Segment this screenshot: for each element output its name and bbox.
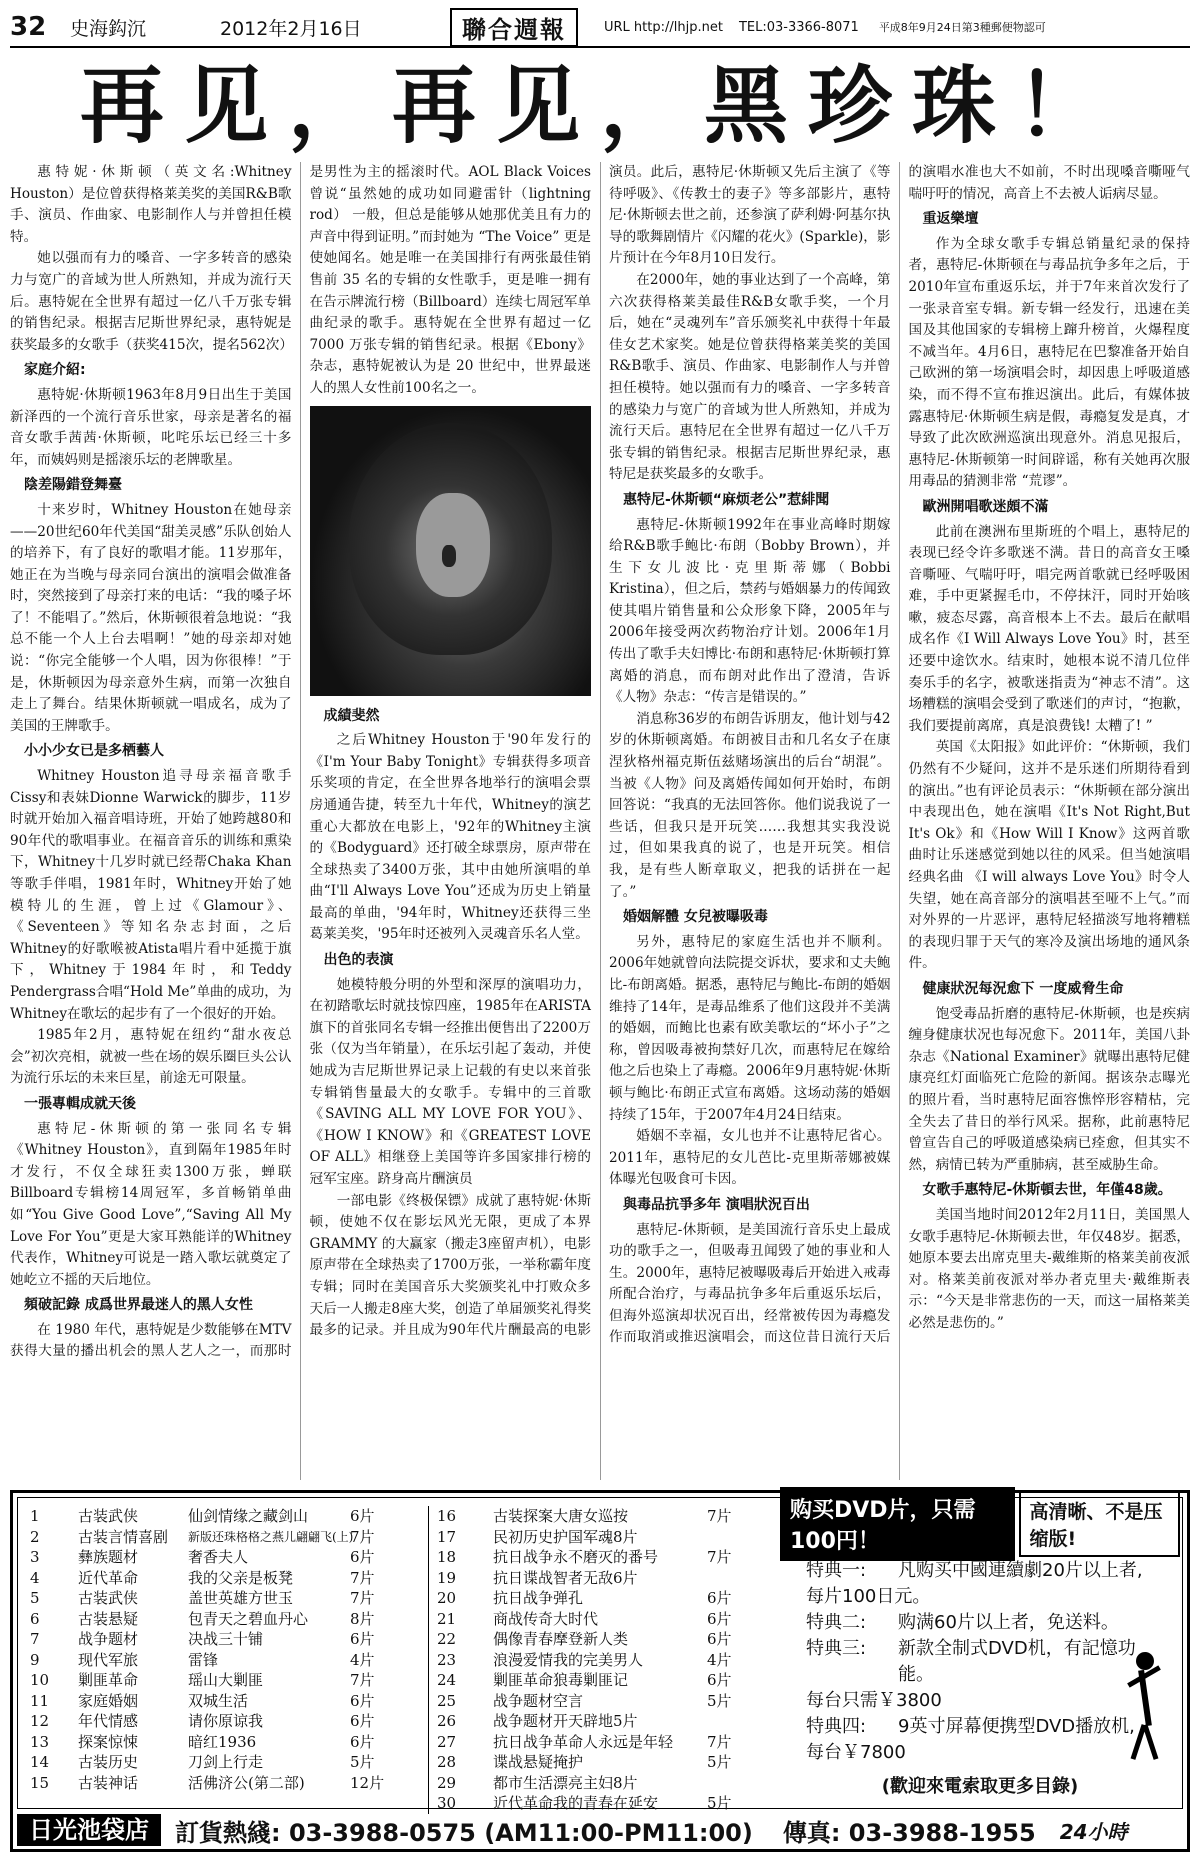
- ad-inner-frame: [17, 1497, 1183, 1812]
- issue-date: 2012年2月16日: [220, 17, 362, 40]
- paragraph: 饱受毒品折磨的惠特尼-休斯顿，也是疾病缠身健康状况也每况愈下。2011年，美国八卦杂志《National Examiner》就曝出惠特尼健康亮红灯面临死亡危险的新闻。据该杂志曝光的照片看，当时惠特尼面容憔悴形容精枯，完全失去了昔日的举行风采。据称，此前惠特尼曾宣告自己的呼吸道感染病已痊愈，但其实不然，病情已转为严重肺病，甚至威胁生命。: [908, 1005, 1190, 1173]
- dancing-figure-icon: [1124, 1652, 1164, 1762]
- subheading: 一張專輯成就天後: [24, 1095, 136, 1112]
- promo-subtitle: 高清晰、不是压缩版!: [1019, 1491, 1180, 1557]
- list-item: 9 现代军旅 雷锋 4片: [30, 1650, 375, 1669]
- subheading: 女歌手惠特尼-休斯頓去世，年僅48歲。: [922, 1182, 1172, 1199]
- postal-permit: 平成8年9月24日第3種郵便物認可: [878, 21, 1046, 34]
- newspaper-url[interactable]: URL http://lhjp.net: [604, 19, 723, 35]
- paragraph: 惠特尼-休斯顿，是美国流行音乐史上最成功的歌手之一，但吸毒丑闻毁了她的事业和人生。2000年，惠特尼被曝吸毒后开始进入戒毒所配合治疗，与毒品抗争多年后重返乐坛后，但海外巡演却状况百出，经常被传因为毒瘾发作而取消或推迟演唱会，而这位昔日流行天后的演唱水准也大不如前，不时出现嗓音嘶哑气喘吁吁的情况，高音上不去被人诟病尽显。: [609, 164, 1190, 1346]
- list-item: 25 战争题材空言 5片: [437, 1691, 732, 1710]
- subheading: 惠特尼-休斯顿“麻烦老公”惹緋聞: [623, 491, 830, 508]
- offer-list: [780, 1558, 1180, 1766]
- list-item: 10 剿匪革命 瑶山大剿匪 7片: [30, 1671, 375, 1689]
- list-item: 3 彝族题材 奢香夫人 6片: [30, 1548, 375, 1566]
- subheading: 與毒品抗爭多年 演唱狀況百出: [623, 1196, 810, 1213]
- list-item: 4 近代革命 我的父亲是板凳 7片: [30, 1568, 375, 1587]
- list-item: 16 古装探案大唐女巡按 7片: [437, 1507, 732, 1525]
- offer-price: 每台只需￥3800: [806, 1690, 942, 1711]
- store-name: 日光池袋店: [17, 1814, 161, 1846]
- subheading: 陰差陽錯登舞臺: [24, 477, 122, 494]
- page-header: [10, 8, 1190, 48]
- paragraph: 消息称36岁的布朗告诉朋友，他计划与42岁的休斯顿离婚。布朗被目击和几名女子在康涅狄格州福克斯伍兹赌场演出的后台“胡混”。当被《人物》问及离婚传闻如何开始时，布朗回答说：“我真的无法回答你。他们说我说了一些话，但我只是开玩笑……我想其实我没说过，但如果我真的说了，也是开玩笑。相信我，是有些人断章取义，把我的话拼在一起了。”: [609, 710, 891, 900]
- paragraph: 惠特尼-休斯顿1992年在事业高峰时期嫁给R&B歌手鲍比·布朗（Bobby Brown），并生下女儿波比·克里斯蒂娜（Bobbi Kristina），但之后，禁药与婚姻暴力的传闻致使其唱片销售量和公众形象下降，2005年与 2006年接受两次药物治疗计划。2006年1月传出了歌手夫妇博比·布朗和惠特尼·休斯顿打算离婚的消息，而布朗对此作出了澄清，告诉《人物》杂志：“传言是错误的。”: [609, 516, 891, 706]
- subheading: 歐洲開唱歌迷頗不滿: [922, 498, 1049, 515]
- paragraph: 作为全球女歌手专辑总销量纪录的保持者，惠特尼-休斯顿在与毒品抗争多年之后，于2010年宣布重返乐坛，并于7年来首次发行了一张录音室专辑。新专辑一经发行，迅速在美国及其他国家的专辑榜上蹿升榜首，火爆程度不减当年。4月6日，惠特尼在巴黎准备开始自己欧洲的第一场演唱会时，却因患上呼吸道感染，而不得不宣布推迟演出。此后，有媒体披露惠特尼·休斯顿生病是假，毒瘾复发是真，才导致了此次欧洲巡演出现意外。消息见报后，惠特尼-休斯顿第一时间辟谣，称有关她再次服用毒品的猜测非常 “荒谬”。: [908, 235, 1190, 490]
- paragraph: 十来岁时，Whitney Houston在她母亲——20世纪60年代美国“甜美灵感”乐队创始人的培养下，有了良好的歌唱才能。11岁那年，她正在为当晚与母亲同台演出的演唱会做准备时，突然接到了母亲打来的电话：“我的嗓子坏了！不能唱了。”然后，休斯顿很着急地说：“我总不能一个人上台去唱啊！”她的母亲却对她说：“你完全能够一个人唱，因为你很棒！”于是，休斯顿因为母亲意外生病，而第一次独自走上了舞台。结果休斯顿就一唱成名，成为了美国的王牌歌手。: [10, 501, 292, 734]
- list-item: 23 浪漫爱情我的完美男人 4片: [437, 1650, 732, 1669]
- newspaper-tel: TEL:03-3366-8071: [738, 19, 859, 35]
- order-hotline: 訂貨熱綫: 03-3988-0575 (AM11:00-PM11:00): [175, 1818, 753, 1847]
- list-item: 30 近代革命我的青春在延安 5片: [437, 1794, 732, 1812]
- photo-face: [416, 493, 489, 597]
- list-item: 12 年代情感 请你原谅我 6片: [30, 1712, 375, 1730]
- subheading: 成績斐然: [323, 707, 380, 724]
- paragraph: 惠特妮·休斯顿（英文名:Whitney Houston）是位曾获得格莱美奖的美国R&B歌手、演员、作曲家、电影制作人与并曾担任模特。: [10, 164, 292, 245]
- list-item: 2 古装言情喜剧 新版还珠格格之燕儿翩翩飞(上) 7片: [30, 1527, 375, 1546]
- dvd-advertisement: [10, 1490, 1190, 1852]
- dvd-list-right: [428, 1506, 768, 1814]
- store-contact-bar: [17, 1813, 1183, 1847]
- subheading: 出色的表演: [323, 952, 394, 969]
- offer-item: 特典四: 9英寸屏幕便携型DVD播放机,: [806, 1716, 1135, 1737]
- paragraph: 在2000年，她的事业达到了一个高峰，第六次获得格莱美最佳R&B女歌手奖，一个月后，她在“灵魂列车”音乐颁奖礼中获得十年最佳女艺术家奖。她是位曾获得格莱美奖的美国R&B歌手、演员、作曲家、电影制作人与并曾担任模特。她以强而有力的嗓音、一字多转音的感染力与宽广的音域为世人所熟知，并成为流行天后。惠特尼在全世界有超过一亿八千万张专辑的销售纪录。根据吉尼斯世界纪录，惠特尼是获奖最多的女歌手。: [609, 271, 891, 483]
- list-item: 11 家庭婚姻 双城生活 6片: [30, 1691, 375, 1710]
- subheading: 重返樂壇: [922, 211, 979, 228]
- offer-price: 每台￥7800: [806, 1742, 906, 1763]
- subheading: 小小少女已是多栖藝人: [24, 743, 164, 760]
- subheading: 健康狀況每況愈下 一度威脅生命: [922, 980, 1124, 997]
- list-item: 27 抗日战争革命人永远是年轻 7片: [437, 1732, 732, 1751]
- fax-number: 傳真: 03-3988-1955: [782, 1818, 1036, 1847]
- subheading: 家庭介紹:: [24, 362, 86, 379]
- subheading: 婚姻解體 女兒被曝吸毒: [623, 909, 768, 926]
- promo-title: 购买DVD片，只需100円！: [780, 1487, 1015, 1561]
- singer-photo: [310, 406, 592, 696]
- list-item: 1 古装武侠 仙剑情缘之藏剑山 6片: [30, 1507, 375, 1525]
- list-item: 7 战争题材 决战三十铺 6片: [30, 1630, 375, 1648]
- article-body: [10, 162, 1190, 1480]
- microphone-icon: [442, 545, 456, 567]
- paragraph: 她模特般分明的外型和深厚的演唱功力，在初踏歌坛时就技惊四座，1985年在ARISTA旗下的首张同名专辑一经推出便售出了2200万张（仅为当年销量），在乐坛引起了轰动，并使她成为吉尼斯世界记录上记载的有史以来首张专辑销售量最大的女歌手。专辑中的三首歌《SAVING ALL MY LOVE FOR YOU》、《HOW I KNOW》和《GREATEST LOVE OF ALL》相继登上美国等许多国家排行榜的冠军宝座。跻身高片酬演员: [309, 976, 591, 1187]
- dvd-list-left: [30, 1506, 410, 1793]
- paragraph: Whitney Houston追寻母亲福音歌手Cissy和表妹Dionne Warwick的脚步，11岁时就开始加入福音唱诗班，开始了她跨越80和90年代的歌唱事业。在福音音乐的训练和熏染下，Whitney十几岁时就已经帮Chaka Khan等歌手伴唱，1981年时，Whitney开始了她模特儿的生涯，曾上过《Glamour》、《Seventeen》等知名杂志封面，之后Whitney的好歌喉被Atista唱片看中延揽于旗下，Whitney于1984年时，和Teddy Pendergrass合唱“Hold Me”单曲的成功，为Whitney在歌坛的起步有了一个很好的开始。: [10, 768, 292, 1022]
- headline: 再见，再见，黑珍珠！: [79, 57, 1120, 155]
- list-item: 17 民初历史护国军魂8片: [437, 1527, 638, 1546]
- offer-item: 特典一: 凡购买中國連續劇20片以上者,: [806, 1560, 1143, 1581]
- list-item: 21 商战传奇大时代 6片: [437, 1609, 732, 1628]
- catalog-note: (歡迎來電索取更多目錄): [881, 1776, 1079, 1797]
- offer-price: 每片100日元。: [806, 1586, 931, 1607]
- paragraph: 惠特尼-休斯顿的第一张同名专辑《Whitney Houston》，直到隔年1985年时才发行，不仅全球狂卖1300万张，蝉联Billboard专辑榜14周冠军，多首畅销单曲如“You Give Good Love”,“Saving All My Love For You”更是大家耳熟能详的Whitney代表作，Whitney可说是一踏入歌坛就奠定了她屹立不摇的天后地位。: [10, 1120, 292, 1288]
- paragraph: 另外，惠特尼的家庭生活也并不顺利。2006年她就曾向法院提交诉状，要求和丈夫鲍比-布朗离婚。据悉，惠特尼与鲍比-布朗的婚姻维持了14年，是毒品维系了他们这段并不美满的婚姻，而鲍比也素有欧美歌坛的“坏小子”之称，曾因吸毒被拘禁好几次，而惠特尼在嫁给他之后也染上了毒瘾。2006年9月惠特妮·休斯顿与鲍比·布朗正式宣布离婚。这场动荡的婚姻持续了15年，于2007年4月24日结束。: [609, 933, 891, 1123]
- list-item: 14 古装历史 刀剑上行走 5片: [30, 1753, 375, 1771]
- list-item: 24 剿匪革命狼毒剿匪记 6片: [437, 1671, 732, 1689]
- list-item: 29 都市生活漂亮主妇8片: [437, 1773, 638, 1792]
- list-item: 20 抗日战争弹孔 6片: [437, 1589, 732, 1607]
- section-name: 史海鈎沉: [70, 17, 147, 40]
- list-item: 22 偶像青春摩登新人类 6片: [437, 1630, 732, 1648]
- list-item: 18 抗日战争永不磨灭的番号 7片: [437, 1548, 732, 1566]
- paragraph: 1985年2月，惠特妮在纽约“甜水夜总会”初次亮相，就被一些在场的娱乐圈巨头公认为流行乐坛的未来巨星，前途无可限量。: [10, 1027, 292, 1087]
- dvd-promo-box: [780, 1498, 1180, 1806]
- paragraph: 此前在澳洲布里斯班的个唱上，惠特尼的表现已经令许多歌迷不满。昔日的高音女王嗓音嘶哑、气喘吁吁，唱完两首歌就已经呼吸困难，手中更紧握毛巾，不停抹汗，同时开始咳嗽，疲态尽露，高音根本上不去。最后在献唱成名作《I Will Always Love You》时，甚至还要中途饮水。结束时，她根本说不清几位伴奏乐手的名字，被歌迷指责为“神志不清”。这场糟糕的演唱会受到了歌迷们的声讨，“抱歉，我们要提前离席，真是浪费钱! 太糟了! ”: [908, 523, 1190, 734]
- paragraph: 之后Whitney Houston于'90年发行的《I'm Your Baby Tonight》专辑获得多项音乐奖项的肯定，在全世界各地举行的演唱会票房通通告捷，转至九十年代，Whitney的演艺重心大都放在电影上，'92年的Whitney主演的《Bodyguard》还打破全球票房，原声带在全球热卖了3400万张，其中由她所演唱的单曲“I'll Always Love You”还成为历史上销量最高的单曲，'94年时，Whitney还获得三坐葛莱美奖，'95年时还被列入灵魂音乐名人堂。: [309, 732, 591, 943]
- paragraph: 美国当地时间2012年2月11日，美国黑人女歌手惠特尼-休斯顿去世，年仅48岁。据悉，她原本要去出席克里夫-戴维斯的格莱美前夜派对。格莱美前夜派对举办者克里夫·戴维斯表示：“今天是非常悲伤的一天，而这一届格莱美必然是悲伤的。”: [908, 1206, 1190, 1331]
- newspaper-logo: 聯合週報: [450, 8, 578, 47]
- list-item: 26 战争题材开天辟地5片: [437, 1712, 638, 1730]
- list-item: 19 抗日谍战智者无敌6片: [437, 1568, 638, 1587]
- paragraph: 英国《太阳报》如此评价：“休斯顿，我们仍然有不少疑问，这并不是乐迷们所期待看到的演出。”也有评论员表示：“休斯顿在部分演出中表现出色，她在演唱《It's Not Right,But It's Ok》和《How Will I Know》这两首歌曲时让乐迷感觉到她以往的风采。但当她演唱经典名曲 《I will always Love You》时令人失望，她在高音部分的演唱甚至哑不上气。”而对外界的一片恶评，惠特尼轻描淡写地将糟糕的表现归罪于天气的寒冷及演出场地的通风条件。: [908, 739, 1190, 972]
- list-item: 5 古装武侠 盖世英雄方世玉 7片: [30, 1589, 375, 1607]
- paragraph: 她以强而有力的嗓音、一字多转音的感染力与宽广的音域为世人所熟知，并成为流行天后。惠特妮在全世界有超过一亿八千万张专辑的销售纪录。根据吉尼斯世界纪录，惠特妮是获奖最多的女歌手（获奖415次，提名562次）: [10, 250, 293, 353]
- subheading: 頻破記錄 成爲世界最迷人的黑人女性: [24, 1297, 253, 1314]
- promo-header: [780, 1498, 1180, 1554]
- open-24h: 24小時: [1059, 1819, 1128, 1844]
- page-number: 32: [10, 12, 47, 42]
- offer-item: 特典三: 新款全制式DVD机，有記憶功能。: [806, 1638, 1136, 1685]
- list-item: 13 探案惊悚 暗红1936 6片: [30, 1732, 375, 1751]
- offer-item: 特典二: 购满60片以上者，免送料。: [806, 1612, 1119, 1633]
- paragraph: 在 1980 年代，惠特妮是少数能够在MTV 获得大量的播出机会的黑人艺人之一，而那时是男性为主的摇滚时代。AOL Black Voices 曾说“虽然她的成功如同避雷针（lightning rod） 一般，但总是能够从她那优美且有力的声音中得到证明。”而封她为 “The Voice” 更是使她闻名。她是唯一在美国排行有两张最佳销售前 35 名的专辑的女性歌手，更是唯一拥有在告示牌流行榜（Billboard）连续七周冠军单曲纪录的歌手。惠特妮在全世界有超过一亿 7000 万张专辑的销售纪录。根据《Ebony》 杂志，惠特妮被认为是 20 世纪中，世界最迷人的黑人女性前100名之一。: [10, 164, 591, 1360]
- list-item: 28 谍战悬疑掩护 5片: [437, 1753, 732, 1771]
- paragraph: 一部电影《终极保镖》成就了惠特妮·休斯顿，使她不仅在影坛风光无限，更成了本界GRAMMY 的大赢家（搬走3座留声机），电影原声带在全球热卖了1700万张，一举称霸年度专辑；同时在美国音乐大奖颁奖礼中打败众多天后一人搬走8座大奖，创造了单届颁奖礼得奖最多的记录。并且成为90年代片酬最高的电影演员。此后，惠特尼·休斯顿又先后主演了《等待呼吸》、《传教士的妻子》等多部影片，惠特尼·休斯顿去世之前，还参演了萨利姆·阿基尔执导的歌舞剧情片《闪耀的花火》(Sparkle)，影片预计在今年8月10日发行。: [309, 164, 891, 1339]
- paragraph: 惠特妮·休斯顿1963年8月9日出生于美国新泽西的一个流行音乐世家，母亲是著名的福音女歌手茜茜·休斯顿，叱咤乐坛已经三十多年，而姨妈则是摇滚乐坛的老牌歌星。: [10, 386, 292, 468]
- list-item: 15 古装神话 活佛济公(第二部) 12片: [30, 1773, 385, 1792]
- paragraph: 婚姻不幸福，女儿也并不让惠特尼省心。2011年，惠特尼的女儿芭比-克里斯蒂娜被媒体曝光包吸食可卡因。: [609, 1128, 891, 1188]
- list-item: 6 古装悬疑 包青天之碧血丹心 8片: [30, 1609, 375, 1628]
